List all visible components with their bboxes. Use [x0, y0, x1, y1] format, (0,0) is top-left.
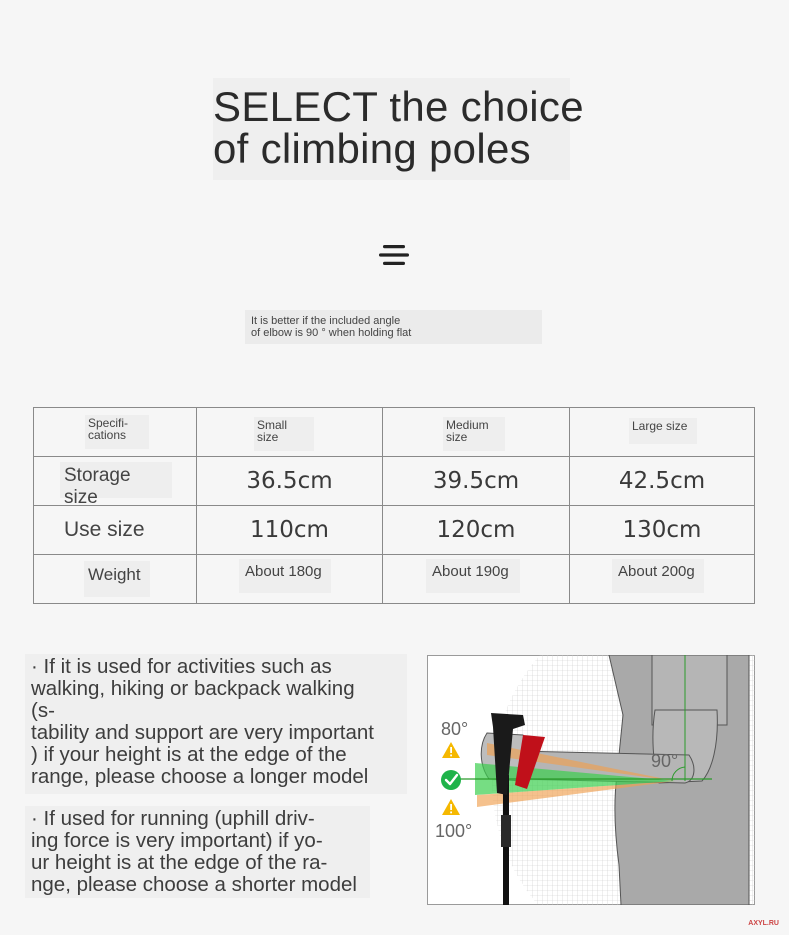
storage-small-value: 36.5cm [246, 468, 333, 494]
row-label-cell [34, 555, 197, 604]
weight-large-value: About 200g [612, 559, 704, 593]
paragraph1-line: tability and support are very important [31, 721, 374, 744]
header-spec [85, 415, 149, 449]
value-cell [570, 457, 755, 506]
tip-line-1: It is better if the included angle [251, 315, 401, 327]
use-large-value: 130cm [622, 517, 702, 543]
value-cell [570, 555, 755, 604]
watermark: AXYL.RU [748, 920, 779, 927]
table-row [34, 555, 755, 604]
angle-label-90: 90° [651, 751, 679, 771]
header-small-line-1: Small [257, 418, 288, 432]
title-line-2: of climbing poles [213, 125, 531, 172]
row-label-weight: Weight [84, 561, 150, 597]
header-medium [443, 417, 505, 451]
table-header-row [34, 408, 755, 457]
header-cell-large [570, 408, 755, 457]
value-cell [197, 457, 383, 506]
table-row [34, 457, 755, 506]
header-cell-medium [383, 408, 570, 457]
row-label-cell [34, 457, 197, 506]
check-icon [441, 770, 461, 790]
row-label-use: Use size [64, 518, 145, 541]
header-small [254, 417, 314, 451]
angle-label-100: 100° [435, 821, 473, 841]
paragraph1-line: (s- [31, 699, 55, 722]
storage-medium-value: 39.5cm [432, 468, 520, 494]
header-small-line-2: size [257, 430, 279, 444]
weight-small-value: About 180g [239, 559, 331, 593]
paragraph1-line: · If it is used for activities such as [31, 655, 332, 678]
paragraph1-line: walking, hiking or backpack walking [31, 677, 355, 700]
paragraph2-line: nge, please choose a shorter model [31, 873, 357, 896]
header-spec-line-1: Specifi- [88, 416, 129, 430]
paragraph1-line: ) if your height is at the edge of the [31, 743, 347, 766]
value-cell [383, 506, 570, 555]
walking-advice-paragraph [25, 654, 407, 794]
value-cell [197, 555, 383, 604]
elbow-angle-illustration [427, 655, 755, 905]
header-medium-line-1: Medium [446, 418, 489, 432]
table-row [34, 506, 755, 555]
row-label-cell [34, 506, 197, 555]
value-cell [383, 555, 570, 604]
header-cell-spec [34, 408, 197, 457]
tip-line-2: of elbow is 90 ° when holding flat [251, 327, 412, 339]
value-cell [197, 506, 383, 555]
value-cell [383, 457, 570, 506]
header-large: Large size [629, 418, 697, 444]
size-spec-table [33, 407, 755, 604]
pole-lock [501, 815, 511, 847]
header-spec-line-2: cations [88, 428, 127, 442]
row-label-storage: Storage size [60, 462, 172, 498]
menu-icon[interactable] [379, 244, 409, 266]
paragraph2-line: · If used for running (uphill driv- [31, 807, 315, 830]
paragraph2-line: ing force is very important) if yo- [31, 829, 323, 852]
running-advice-paragraph [25, 806, 370, 898]
page-title [213, 83, 584, 172]
paragraph2-line: ur height is at the edge of the ra- [31, 851, 328, 874]
title-line-1: SELECT the choice [213, 83, 584, 130]
use-medium-value: 120cm [436, 517, 516, 543]
use-small-value: 110cm [250, 517, 329, 543]
elbow-angle-tip [245, 310, 542, 344]
value-cell [570, 506, 755, 555]
header-cell-small [197, 408, 383, 457]
angle-label-80: 80° [441, 719, 469, 739]
header-medium-line-2: size [446, 430, 468, 444]
paragraph1-line: range, please choose a longer model [31, 765, 369, 788]
storage-large-value: 42.5cm [618, 468, 706, 494]
weight-medium-value: About 190g [426, 559, 520, 593]
